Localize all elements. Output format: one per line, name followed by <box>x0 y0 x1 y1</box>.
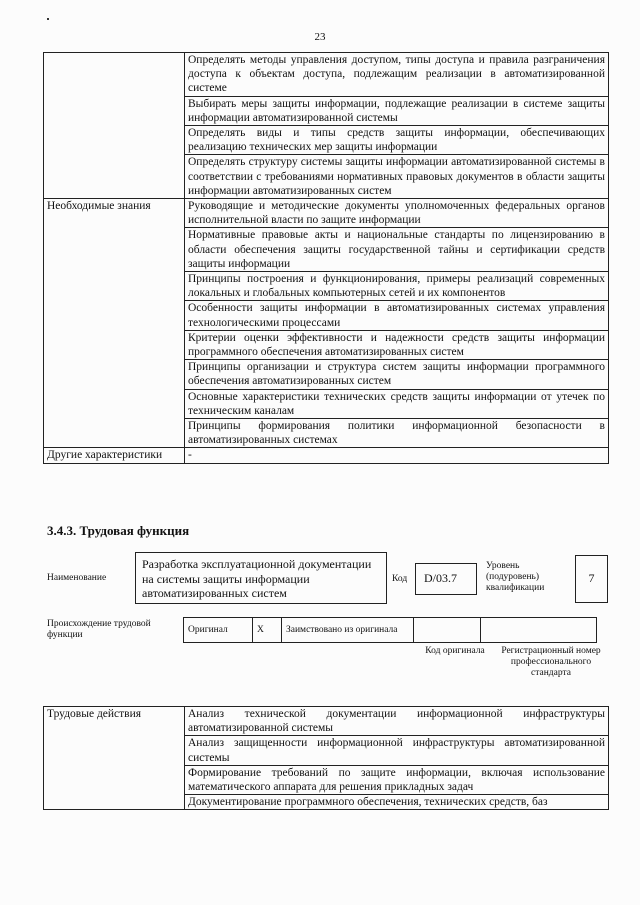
row-label: Трудовые действия <box>44 707 185 810</box>
section-title: 3.4.3. Трудовая функция <box>47 523 190 538</box>
origin-reg-cell <box>481 618 597 643</box>
table-row <box>44 53 609 97</box>
row-text: Определять методы управления доступом, типы доступа и правила разграничения доступа к объектам доступа, подлежащим реализации в автоматизированной системе <box>185 53 609 97</box>
origin-code-cell <box>414 618 481 643</box>
row-text: Основные характеристики технических средств защиты информации от утечек по техническим каналам <box>185 389 609 418</box>
row-text: Документирование программного обеспечения, технических средств, баз <box>185 795 609 810</box>
page-number: 23 <box>314 31 326 43</box>
skills-knowledge-table <box>43 52 609 464</box>
row-text: Нормативные правовые акты и национальные стандарты по лицензированию в области обеспечения защиты государственной тайны и сертификации средств защиты информации <box>185 228 609 272</box>
table-row <box>44 448 609 463</box>
row-label: Необходимые знания <box>44 199 185 448</box>
row-text: Критерии оценки эффективности и надежности средств защиты информации программного обеспечения автоматизированных систем <box>185 330 609 359</box>
row-text: Определять структуру системы защиты информации автоматизированной системы в соответствии с требованиями нормативных правовых документов в области защиты информации автоматизированных систем <box>185 155 609 199</box>
row-text: Формирование требований по защите информации, включая использование математического аппарата для решения прикладных задач <box>185 765 609 794</box>
row-text: - <box>185 448 609 463</box>
function-code-box: D/03.7 <box>415 563 477 595</box>
row-text: Анализ защищенности информационной инфраструктуры автоматизированной системы <box>185 736 609 765</box>
row-text: Руководящие и методические документы уполномоченных федеральных органов исполнительной власти по защите информации <box>185 199 609 228</box>
page-mark <box>47 18 49 20</box>
row-text: Принципы организации и структура систем защиты информации программного обеспечения автоматизированных систем <box>185 360 609 389</box>
row-text: Анализ технической документации информационной инфраструктуры автоматизированной системы <box>185 707 609 736</box>
table-row <box>44 199 609 228</box>
origin-table <box>183 617 597 643</box>
table-row <box>44 707 609 736</box>
row-text: Принципы формирования политики информационной безопасности в автоматизированных системах <box>185 419 609 448</box>
row-label: Другие характеристики <box>44 448 185 463</box>
labor-actions-table <box>43 706 609 810</box>
code-caption: Код оригинала <box>425 646 485 656</box>
name-label: Наименование <box>47 573 107 583</box>
row-text: Определять виды и типы средств защиты информации, обеспечивающих реализацию технических мер защиты информации <box>185 126 609 155</box>
row-text: Выбирать меры защиты информации, подлежащие реализации в системе защиты информации автоматизированной системы <box>185 96 609 125</box>
level-label: Уровень (подуровень) квалификации <box>486 561 545 593</box>
level-box: 7 <box>575 555 608 603</box>
origin-label: Происхождение трудовой функции <box>47 619 151 640</box>
borrowed-label: Заимствовано из оригинала <box>282 618 414 643</box>
original-label: Оригинал <box>184 618 253 643</box>
row-text: Принципы построения и функционирования, примеры реализаций современных локальных и глобальных компьютерных сетей и их компонентов <box>185 272 609 301</box>
function-name-box: Разработка эксплуатационной документации на системы защиты информации автоматизированных систем <box>135 552 387 604</box>
reg-caption: Регистрационный номер профессионального стандарта <box>501 646 601 678</box>
code-label: Код <box>392 574 408 584</box>
row-text: Особенности защиты информации в автоматизированных системах управления технологическими процессами <box>185 301 609 330</box>
original-mark: X <box>253 618 282 643</box>
row-label <box>44 53 185 199</box>
